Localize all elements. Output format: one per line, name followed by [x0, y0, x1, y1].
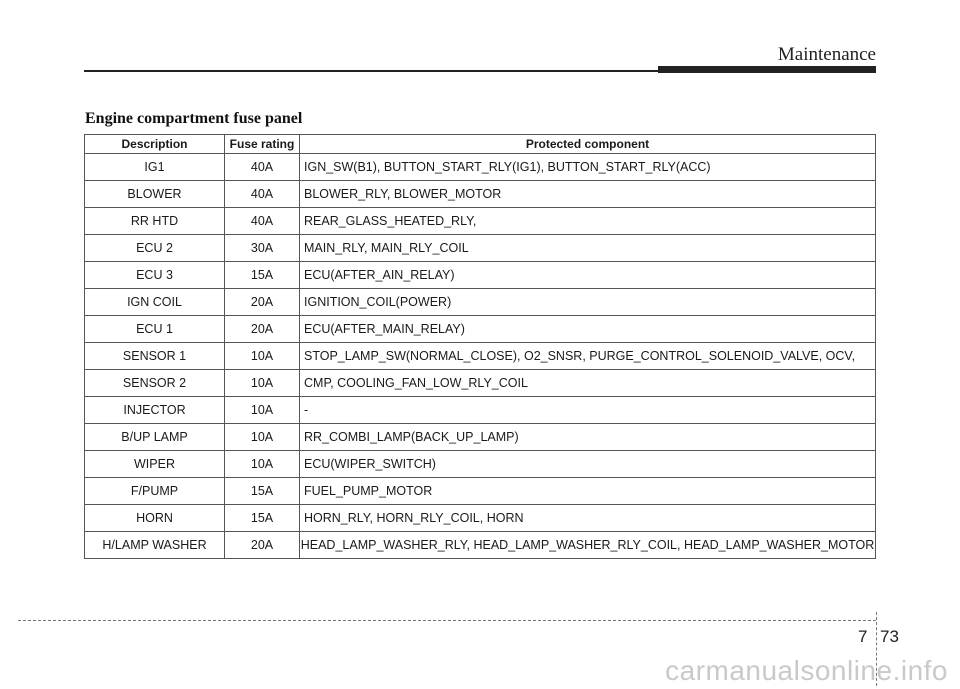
fuse-description: SENSOR 2: [85, 370, 225, 397]
fuse-rating: 10A: [225, 370, 300, 397]
fuse-rating: 15A: [225, 262, 300, 289]
header-rule-accent: [658, 66, 876, 73]
fuse-rating: 15A: [225, 478, 300, 505]
fuse-rating: 30A: [225, 235, 300, 262]
footer-rule: [18, 620, 876, 621]
protected-component: HEAD_LAMP_WASHER_RLY, HEAD_LAMP_WASHER_RLY_COIL, HEAD_LAMP_WASHER_MOTOR: [300, 532, 876, 559]
table-row: [85, 451, 876, 478]
protected-component: FUEL_PUMP_MOTOR: [300, 478, 876, 505]
fuse-description: F/PUMP: [85, 478, 225, 505]
fuse-rating: 10A: [225, 451, 300, 478]
protected-component: IGNITION_COIL(POWER): [300, 289, 876, 316]
protected-component: CMP, COOLING_FAN_LOW_RLY_COIL: [300, 370, 876, 397]
table-row: [85, 478, 876, 505]
table-row: [85, 397, 876, 424]
fuse-rating: 40A: [225, 208, 300, 235]
fuse-description: SENSOR 1: [85, 343, 225, 370]
protected-component: RR_COMBI_LAMP(BACK_UP_LAMP): [300, 424, 876, 451]
fuse-description: WIPER: [85, 451, 225, 478]
fuse-table: [84, 134, 876, 559]
protected-component: HORN_RLY, HORN_RLY_COIL, HORN: [300, 505, 876, 532]
table-row: [85, 370, 876, 397]
fuse-rating: 20A: [225, 532, 300, 559]
protected-component: ECU(WIPER_SWITCH): [300, 451, 876, 478]
table-row: [85, 316, 876, 343]
fuse-rating: 20A: [225, 316, 300, 343]
page-number: 73: [880, 627, 899, 646]
fuse-description: ECU 3: [85, 262, 225, 289]
column-header-component: Protected component: [300, 135, 876, 154]
fuse-rating: 40A: [225, 181, 300, 208]
page-header-title: Maintenance: [777, 44, 876, 65]
fuse-description: RR HTD: [85, 208, 225, 235]
table-row: [85, 289, 876, 316]
table-row: [85, 343, 876, 370]
table-row: [85, 424, 876, 451]
fuse-rating: 15A: [225, 505, 300, 532]
protected-component: -: [300, 397, 876, 424]
fuse-description: ECU 2: [85, 235, 225, 262]
table-row: [85, 154, 876, 181]
protected-component: ECU(AFTER_AIN_RELAY): [300, 262, 876, 289]
table-row: [85, 235, 876, 262]
column-header-rating: Fuse rating: [225, 135, 300, 154]
fuse-description: BLOWER: [85, 181, 225, 208]
protected-component: REAR_GLASS_HEATED_RLY,: [300, 208, 876, 235]
header-rule: [84, 70, 659, 72]
section-title: Engine compartment fuse panel: [85, 110, 303, 127]
fuse-description: HORN: [85, 505, 225, 532]
protected-component: ECU(AFTER_MAIN_RELAY): [300, 316, 876, 343]
fuse-rating: 10A: [225, 424, 300, 451]
fuse-rating: 40A: [225, 154, 300, 181]
column-header-description: Description: [85, 135, 225, 154]
fuse-rating: 10A: [225, 397, 300, 424]
watermark: carmanualsonline.info: [665, 655, 948, 686]
table-row: [85, 532, 876, 559]
fuse-description: H/LAMP WASHER: [85, 532, 225, 559]
chapter-number: 7: [858, 627, 868, 646]
table-row: [85, 262, 876, 289]
fuse-description: IGN COIL: [85, 289, 225, 316]
protected-component: IGN_SW(B1), BUTTON_START_RLY(IG1), BUTTON_START_RLY(ACC): [300, 154, 876, 181]
fuse-description: INJECTOR: [85, 397, 225, 424]
protected-component: STOP_LAMP_SW(NORMAL_CLOSE), O2_SNSR, PURGE_CONTROL_SOLENOID_VALVE, OCV,: [300, 343, 876, 370]
fuse-description: IG1: [85, 154, 225, 181]
fuse-rating: 20A: [225, 289, 300, 316]
table-row: [85, 208, 876, 235]
protected-component: BLOWER_RLY, BLOWER_MOTOR: [300, 181, 876, 208]
protected-component: MAIN_RLY, MAIN_RLY_COIL: [300, 235, 876, 262]
fuse-description: B/UP LAMP: [85, 424, 225, 451]
table-row: [85, 181, 876, 208]
table-header-row: [85, 135, 876, 154]
fuse-description: ECU 1: [85, 316, 225, 343]
table-row: [85, 505, 876, 532]
fuse-rating: 10A: [225, 343, 300, 370]
